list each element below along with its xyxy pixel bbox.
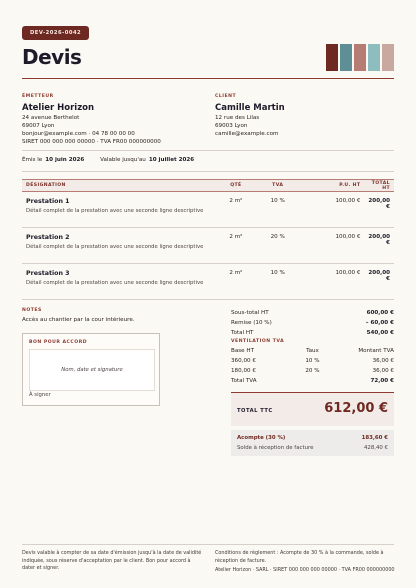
color-swatch: [326, 44, 338, 71]
footer-right: [215, 550, 395, 575]
subtotal-value: 600,00 €: [366, 310, 394, 316]
vat-rate: 20 %: [305, 368, 320, 374]
vat-row: [231, 366, 394, 376]
brand-swatches: [326, 44, 394, 71]
emitter-siret: SIRET 000 000 000 00000 · TVA FR00 000000000: [22, 139, 161, 145]
footer-terms: Conditions de règlement : Acompte de 30 % à la commande, solde à réception de facture.: [215, 550, 384, 564]
col-tva: TVA: [255, 180, 301, 192]
color-swatch: [368, 44, 380, 71]
agreement-label: BON POUR ACCORD: [29, 340, 88, 345]
balance-label: Solde à réception de facture: [237, 445, 314, 451]
subtotal-label: Sous-total HT: [231, 310, 269, 316]
notes-label: NOTES: [22, 308, 42, 313]
total-vat-value: 72,00 €: [370, 378, 394, 384]
discount-value: – 60,00 €: [365, 320, 394, 326]
col-qty: QTÉ: [217, 180, 255, 192]
item-unit-price: 100,00 €: [301, 264, 365, 300]
divider: [22, 150, 394, 151]
vat-row: [231, 356, 394, 366]
footer-company: Atelier Horizon · SARL · SIRET 000 000 000 00000 · TVA FR00 000000000: [215, 567, 395, 573]
color-swatch: [382, 44, 394, 71]
vat-base: 180,00 €: [231, 368, 256, 374]
emitter-address-line1: 24 avenue Berthelot: [22, 115, 80, 121]
total-vat-label: Total TVA: [231, 378, 257, 384]
client-label: CLIENT: [215, 94, 237, 99]
client-email: camille@example.com: [215, 131, 279, 137]
subtotal-row: [231, 308, 394, 318]
footer-divider: [22, 544, 394, 545]
item-name: Prestation 1: [26, 198, 70, 205]
issued-value: 10 juin 2026: [45, 157, 85, 163]
vat-header-row: [231, 346, 394, 356]
total-ht-row: [231, 328, 394, 338]
color-swatch: [354, 44, 366, 71]
dates-line: [22, 157, 208, 163]
deposit-label: Acompte (30 %): [237, 435, 286, 441]
item-unit-price: 100,00 €: [301, 192, 365, 228]
issued-date: [22, 157, 84, 163]
vat-amount: 36,00 €: [372, 368, 394, 374]
items-table: [22, 179, 394, 300]
vat-breakdown-label: VENTILATION TVA: [231, 339, 285, 344]
client-block: [215, 93, 395, 138]
item-total: 200,00 €: [364, 228, 394, 264]
item-designation: [22, 192, 217, 228]
discount-row: [231, 318, 394, 328]
item-description: Détail complet de la prestation avec une seconde ligne descriptive: [26, 280, 204, 286]
total-ht-label: Total HT: [231, 330, 254, 336]
vat-amount: 36,00 €: [372, 358, 394, 364]
client-name: Camille Martin: [215, 103, 285, 113]
reference-badge: DEV-2026-0042: [22, 26, 89, 40]
total-vat-row: [231, 376, 394, 386]
item-name: Prestation 3: [26, 270, 70, 277]
item-description: Détail complet de la prestation avec une seconde ligne descriptive: [26, 244, 204, 250]
divider: [22, 171, 394, 172]
vat-base: 360,00 €: [231, 358, 256, 364]
table-row: [22, 192, 394, 228]
emitter-contact: bonjour@example.com · 04 78 00 00 00: [22, 131, 135, 137]
deposit-value: 183,60 €: [361, 435, 388, 441]
valid-label: Valable jusqu'au: [100, 157, 146, 163]
item-description: Détail complet de la prestation avec une seconde ligne descriptive: [26, 208, 204, 214]
table-header-row: [22, 180, 394, 192]
emitter-label: ÉMETTEUR: [22, 94, 54, 99]
deposit-box: [231, 430, 394, 456]
item-qty: 2 m²: [217, 264, 255, 300]
color-swatch: [340, 44, 352, 71]
col-total: TOTAL HT: [364, 180, 394, 192]
item-tva: 10 %: [255, 192, 301, 228]
valid-value: 10 juillet 2026: [148, 157, 195, 163]
total-ttc-label: TOTAL TTC: [237, 408, 273, 414]
notes-block: [22, 308, 192, 323]
totals-block: [231, 308, 394, 386]
emitter-block: [22, 93, 202, 146]
balance-value: 428,40 €: [363, 445, 388, 451]
header-divider: [22, 78, 394, 79]
deposit-row: [237, 435, 388, 441]
table-row: [22, 264, 394, 300]
emitter-name: Atelier Horizon: [22, 103, 95, 113]
col-designation: DÉSIGNATION: [22, 180, 217, 192]
item-name: Prestation 2: [26, 234, 70, 241]
item-total: 200,00 €: [364, 192, 394, 228]
balance-row: [237, 445, 388, 451]
notes-text: Accès au chantier par la cour intérieure.: [22, 317, 135, 323]
valid-date: [100, 157, 194, 163]
total-ttc-value: 612,00 €: [324, 401, 388, 416]
total-ttc-box: [231, 392, 394, 426]
item-designation: [22, 264, 217, 300]
vat-col-rate: Taux: [306, 348, 319, 354]
agreement-box: [22, 333, 160, 406]
client-address-line1: 12 rue des Lilas: [215, 115, 260, 121]
footer-left: Devis valable à compter de sa date d'émission jusqu'à la date de validité indiquée, sous réserve d'acceptation par le client. Bon pour accord à dater et signer.: [22, 550, 202, 571]
signature-area[interactable]: Nom, date et signature: [29, 349, 155, 391]
discount-label: Remise (10 %): [231, 320, 272, 326]
emitter-address-line2: 69007 Lyon: [22, 123, 55, 129]
item-unit-price: 100,00 €: [301, 228, 365, 264]
vat-col-base: Base HT: [231, 348, 255, 354]
page-title: Devis: [22, 45, 82, 69]
item-qty: 2 m²: [217, 228, 255, 264]
item-designation: [22, 228, 217, 264]
issued-label: Émis le: [22, 157, 43, 163]
client-address-line2: 69003 Lyon: [215, 123, 248, 129]
item-total: 200,00 €: [364, 264, 394, 300]
total-ht-value: 540,00 €: [366, 330, 394, 336]
vat-col-amount: Montant TVA: [358, 348, 394, 354]
vat-rate: 10 %: [305, 358, 320, 364]
item-tva: 10 %: [255, 264, 301, 300]
table-row: [22, 228, 394, 264]
col-unit-price: P.U. HT: [301, 180, 365, 192]
signature-place: À signer: [29, 392, 51, 398]
item-tva: 20 %: [255, 228, 301, 264]
item-qty: 2 m²: [217, 192, 255, 228]
